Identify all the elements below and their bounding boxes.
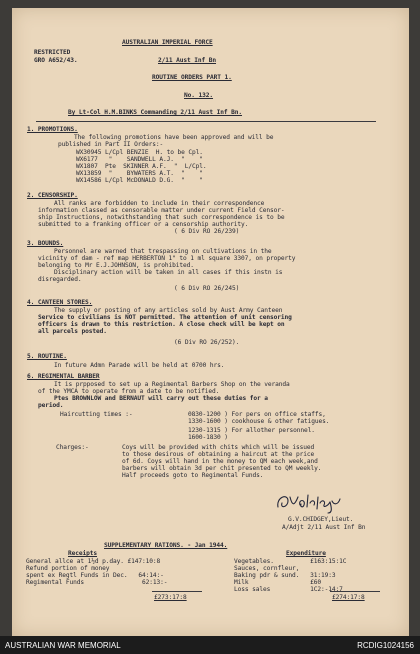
promotions-line: The following promotions have been approved and will be — [74, 134, 274, 141]
haircut-time-row: 0830-1200 ) For pers on office staffs, — [188, 411, 326, 418]
force-heading: AUSTRALIAN IMPERIAL FORCE — [122, 39, 213, 46]
censorship-line: ship Instructions, notwithstanding that such correspondence is to be — [38, 214, 285, 221]
promotion-entry: WX6177 " SANDWELL A.J. " " — [76, 156, 203, 163]
signatory-role: A/Adjt 2/11 Aust Inf Bn — [282, 524, 366, 531]
expenditure-row: Milk £60 — [234, 579, 322, 586]
receipt-row: Refund portion of money — [26, 565, 110, 572]
canteen-line: Service to civilians is NOT permitted. The attention of unit censoring — [38, 314, 292, 321]
charges-label: Charges:- — [56, 444, 89, 451]
header-divider — [36, 121, 376, 122]
expenditure-row: Vegetables. £163:15:1C — [234, 558, 347, 565]
barber-line: Ptes BROWNLOW and BERNAUT will carry out these duties for a — [54, 395, 268, 402]
receipts-subtotal-rule — [152, 591, 202, 592]
bounds-reference: ( 6 Div RO 26/245) — [174, 285, 240, 292]
section-heading-promotions: 1. PROMOTIONS. — [27, 126, 78, 133]
promotion-entry: WX1807 Pte SKINNER A.F. " L/Cpl. — [76, 163, 207, 170]
archive-name: AUSTRALIAN WAR MEMORIAL — [5, 641, 121, 650]
charges-line: Half proceeds goto to Regimental Funds. — [122, 472, 264, 479]
bounds-line: disregarded. — [38, 276, 82, 283]
expenditure-row: Baking pdr & sund. 31:19:3 — [234, 572, 336, 579]
section-heading-regimental-barber: 6. REGIMENTAL BARBER — [27, 373, 100, 380]
expenditure-row: Loss sales 1C2:-14:7 — [234, 586, 343, 593]
charges-line: of 6d. Coys will hand in the money to QM each week,and — [122, 458, 318, 465]
gro-reference: GRO A652/43. — [34, 57, 78, 64]
promotion-entry: WX13859 " BYWATERS A.T. " " — [76, 170, 203, 177]
expenditure-row: Sauces, cornfleur, — [234, 565, 300, 572]
bounds-line: vicinity of dam - ref map HERBERTON 1" to 1 ml square 3307, on property — [38, 255, 296, 262]
document-page — [12, 8, 409, 636]
canteen-line: all parcels posted. — [38, 328, 107, 335]
haircutting-times-label: Haircutting times :- — [60, 411, 133, 418]
commanding-officer-line: By Lt-Col H.M.BINKS Commanding 2/11 Aust Inf Bn. — [68, 109, 243, 116]
handwritten-signature — [274, 489, 344, 515]
unit-heading: 2/11 Aust Inf Bn — [158, 57, 217, 64]
archive-footer — [0, 636, 420, 654]
orders-title: ROUTINE ORDERS PART 1. — [152, 74, 232, 81]
record-id: RCDIG1024156 — [357, 641, 414, 650]
promotion-entry: WX30945 L/Cpl BENZIE H. to be Cpl. — [76, 149, 203, 156]
routine-line: In future Admn Parade will be held at 0700 hrs. — [54, 362, 225, 369]
charges-line: barbers will obtain 3d per chit presented to QM weekly. — [122, 465, 322, 472]
charges-line: to those desirous of obtaining a haircut at the price — [122, 451, 315, 458]
censorship-line: submitted to a franking officer or a censorship authority. — [38, 221, 249, 228]
receipt-row: spent ex Regtl Funds in Dec. 64:14:- — [26, 572, 164, 579]
haircut-time-row: 1230-1315 ) For allother personnel. — [188, 427, 315, 434]
bounds-line: Personnel are warned that trespassing on cultivations in the — [54, 248, 272, 255]
bounds-line: Disciplinary action will be taken in all cases if this instn is — [54, 269, 283, 276]
promotions-line: published in Part II Orders:- — [58, 141, 164, 148]
signatory-name: G.V.CHIDGEY,Lieut. — [288, 516, 354, 523]
censorship-line: All ranks are forbidden to include in their correspondence — [54, 200, 265, 207]
barber-line: It is prpposed to set up a Regimental Barbers Shop on the veranda — [54, 381, 290, 388]
section-heading-bounds: 3. BOUNDS. — [27, 240, 64, 247]
bounds-line: belonging to Mr E.J.JOHNSON, is prohibited. — [38, 262, 194, 269]
expenditure-label: Expenditure — [286, 550, 326, 557]
canteen-line: The supply or posting of any articles sold by Aust Army Canteen — [54, 307, 283, 314]
censorship-line: information classed as censorable matter under current Field Censor- — [38, 207, 285, 214]
expenditure-subtotal-rule — [330, 591, 380, 592]
order-number: No. 132. — [184, 92, 214, 99]
barber-line: of the YMCA to operate from a date to be notified. — [38, 388, 220, 395]
receipt-row: General allce at 1½d p.day. £147:10:8 — [26, 558, 161, 565]
restricted-marking: RESTRICTED — [34, 49, 71, 56]
charges-line: Coys will be provided with chits which will be issued — [122, 444, 315, 451]
canteen-line: officers is drawn to this restriction. A close check will be kept on — [38, 321, 285, 328]
section-heading-censorship: 2. CENSORSHIP. — [27, 192, 78, 199]
expenditure-total: £274:17:8 — [332, 594, 365, 601]
section-heading-canteen-stores: 4. CANTEEN STORES. — [27, 299, 93, 306]
censorship-reference: ( 6 Div RO 26/239) — [174, 228, 240, 235]
barber-line: period. — [38, 402, 64, 409]
rations-title: SUPPLEMENTARY RATIONS. - Jan 1944. — [104, 542, 228, 549]
receipts-label: Receipts — [68, 550, 98, 557]
haircut-time-row: 1330-1600 ) cookhouse & other fatigues. — [188, 418, 330, 425]
receipts-total: £273:17:8 — [154, 594, 187, 601]
promotion-entry: WX14586 L/Cpl McDONALD D.G. " " — [76, 177, 203, 184]
haircut-time-row: 1600-1830 ) — [188, 434, 228, 441]
canteen-reference: (6 Div RO 26/252). — [174, 339, 240, 346]
receipt-row: Regimental Funds 62:13:- — [26, 579, 168, 586]
section-heading-routine: 5. ROUTINE. — [27, 353, 67, 360]
